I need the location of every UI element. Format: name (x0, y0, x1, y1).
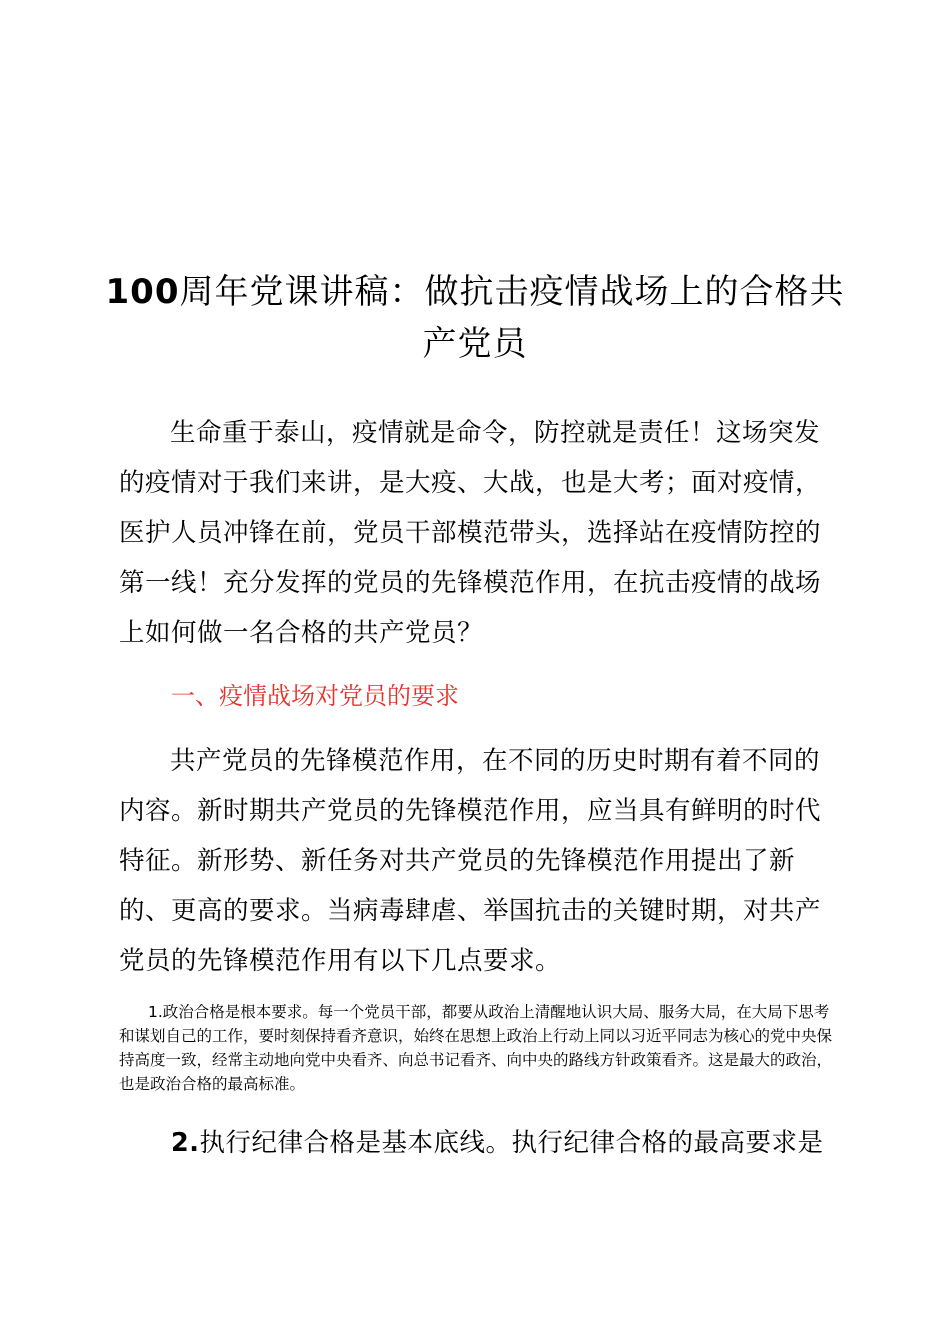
point-two-paragraph (171, 1118, 861, 1168)
title-number: 100 (105, 272, 180, 312)
point-two-number: 2. (171, 1128, 200, 1158)
point-two-text: 执行纪律合格是基本底线。执行纪律合格的最高要求是 (199, 1128, 824, 1158)
section-one-paragraph: 共产党员的先锋模范作用，在不同的历史时期有着不同的内容。新时期共产党员的先锋模范作用，应当具有鲜明的时代特征。新形势、新任务对共产党员的先锋模范作用提出了新的、更高的要求。当病毒肆虐、举国抗击的关键时期，对共产党员的先锋模范作用有以下几点要求。 (119, 746, 822, 976)
intro-paragraph: 生命重于泰山，疫情就是命令，防控就是责任！这场突发的疫情对于我们来讲，是大疫、大战，也是大考；面对疫情，医护人员冲锋在前，党员干部模范带头，选择站在疫情防控的第一线！充分发挥的党员的先锋模范作用，在抗击疫情的战场上如何做一名合格的共产党员？ (119, 418, 822, 648)
document-title (100, 266, 850, 370)
section-one-heading: 一、疫情战场对党员的要求 (171, 682, 459, 710)
point-one-paragraph: 1.政治合格是根本要求。每一个党员干部，都要从政治上清醒地认识大局、服务大局，在大局下思考和谋划自己的工作，要时刻保持看齐意识，始终在思想上政治上行动上同以习近平同志为核心的党中央保持高度一致，经常主动地向党中央看齐、向总书记看齐、向中央的路线方针政策看齐。这是最大的政治，也是政治合格的最高标准。 (119, 1003, 833, 1093)
title-text: 周年党课讲稿：做抗击疫情战场上的合格共产党员 (179, 272, 845, 364)
